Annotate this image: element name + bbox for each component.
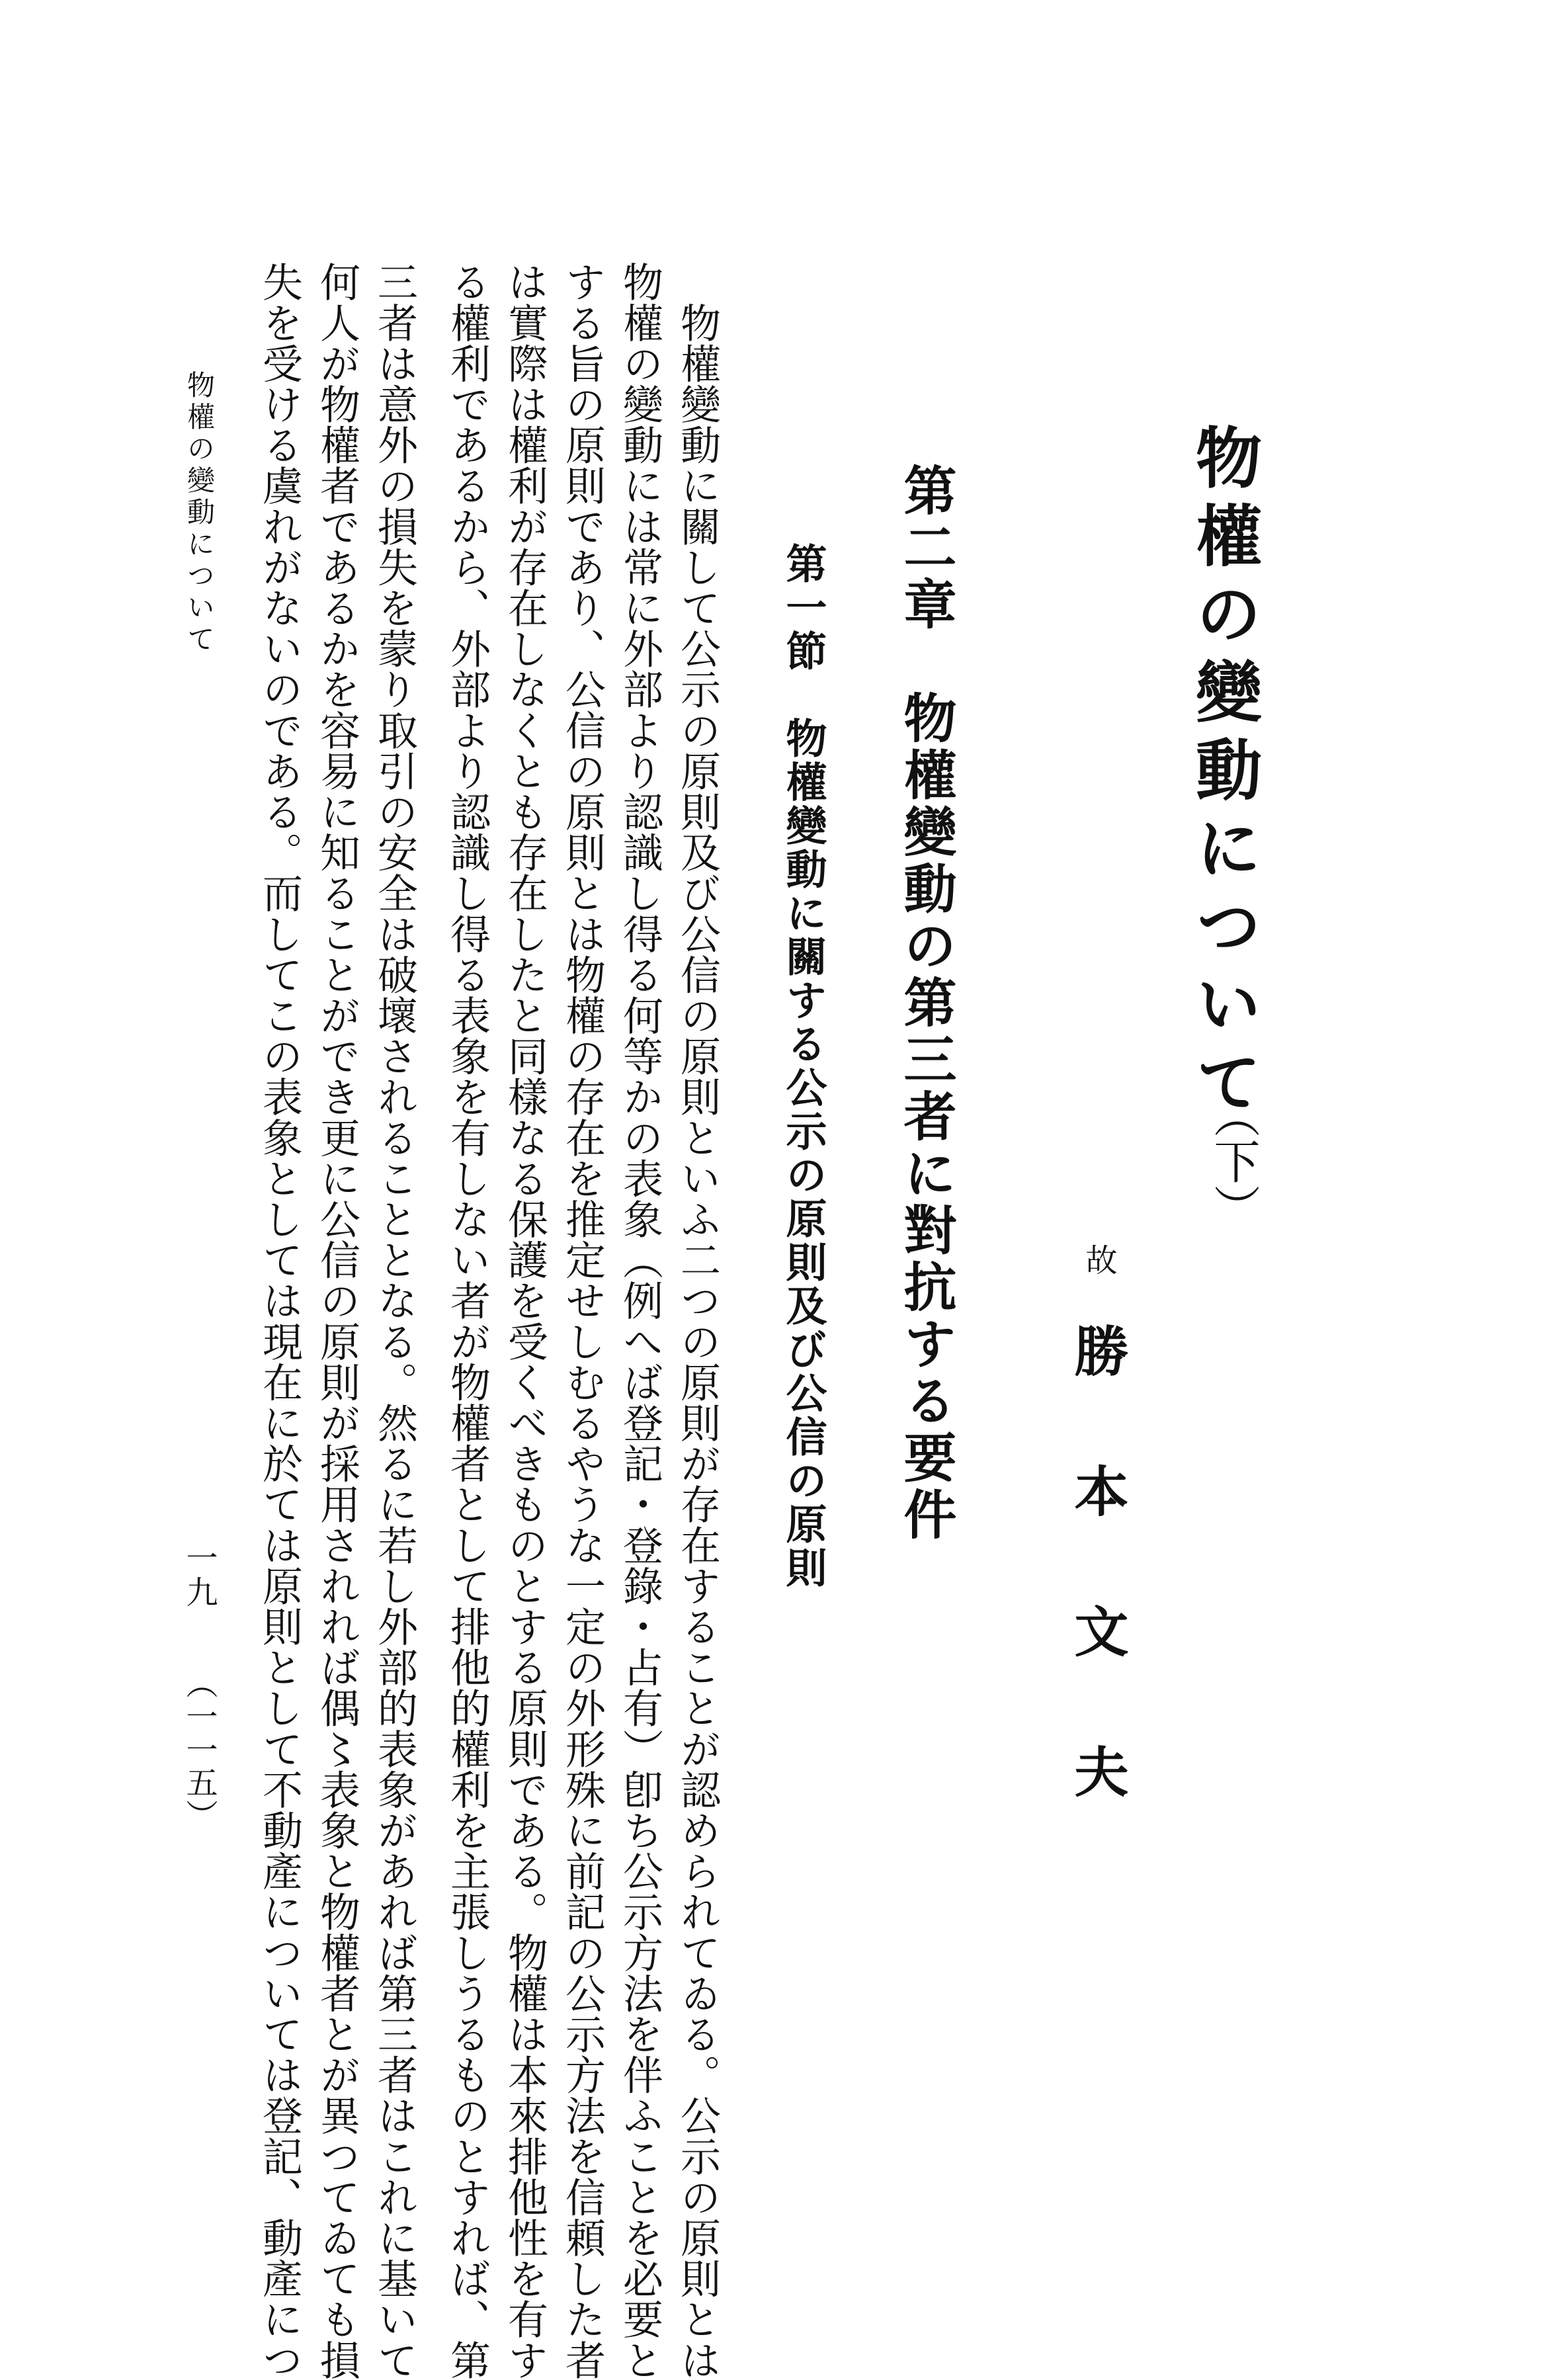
article-title-suffix: （下）: [1206, 1091, 1261, 1230]
body-line-3: する旨の原則であり、公信の原則とは物權の存在を推定せしむるやうな一定の外形殊に前記の公示方法を信頼した者: [559, 261, 606, 2380]
author-name: 勝本文夫: [1065, 1323, 1129, 1884]
article-title: 物權の變動について: [1185, 423, 1263, 1126]
body-line-6: 三者は意外の損失を蒙り取引の安全は破壞されることとなる。然るに若し外部的表象があれば第三者はこれに基いて: [371, 261, 418, 2380]
body-line-2: 物權の變動には常に外部より認識し得る何等かの表象（例へば登記・登錄・占有）卽ち公示方法を伴ふことを必要と: [616, 261, 663, 2380]
body-line-8: 失を受ける虞れがないのである。而してこの表象としては現在に於ては原則として不動產については登記、動產につ: [256, 261, 303, 2380]
body-line-7: 何人が物權者であるかを容易に知ることができ更に公信の原則が採用されれば偶〻表象と物權者とが異つてゐても損: [313, 261, 360, 2380]
section-heading: 第一節 物權變動に關する公示の原則及び公信の原則: [779, 542, 827, 1590]
body-line-4: は實際は權利が存在しなくとも存在したと同樣なる保護を受くべきものとする原則である。物權は本來排他性を有す: [501, 261, 548, 2380]
running-header: 物權の變動について: [183, 370, 216, 656]
body-line-1: 物權變動に關して公示の原則及び公信の原則といふ二つの原則が存在することが認められてゐる。公示の原則とは: [674, 261, 721, 2380]
body-line-5: る權利であるから、外部より認識し得る表象を有しない者が物權者として排他的權利を主張しうるものとすれば、第: [444, 261, 491, 2380]
page-number: 一九: [181, 1541, 218, 1610]
page-number-alt: （一一五）: [181, 1667, 218, 1832]
author-prefix: 故: [1080, 1244, 1117, 1275]
chapter-heading: 第二章 物權變動の第三者に對抗する要件: [895, 463, 957, 1544]
